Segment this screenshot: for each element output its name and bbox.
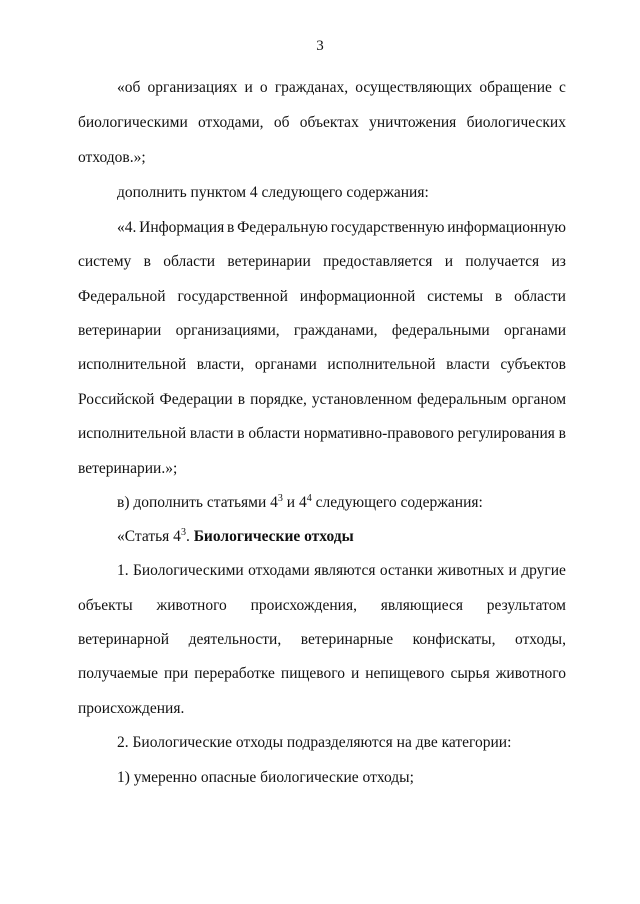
word: области — [514, 288, 566, 305]
word: другие — [521, 562, 566, 579]
text-fragment: и 4 — [282, 494, 307, 511]
text-line — [78, 113, 566, 133]
word: «4. — [117, 219, 137, 236]
word: системы — [427, 288, 484, 305]
word: и — [350, 665, 360, 682]
text-fragment: . — [185, 528, 194, 545]
word: области — [163, 253, 216, 270]
word: организациями, — [175, 322, 280, 339]
text-line: происхождения. — [78, 700, 185, 717]
word: получается — [465, 253, 540, 270]
word: области — [248, 425, 301, 442]
text-line — [78, 390, 566, 410]
superscript: 4 — [306, 493, 312, 504]
word: являются — [314, 562, 376, 579]
word: непищевого — [365, 665, 445, 682]
word: осуществляющих — [355, 79, 473, 96]
word: и — [444, 253, 453, 270]
word: власти, — [196, 356, 245, 373]
word: животного — [495, 665, 566, 682]
word: о — [259, 79, 268, 96]
word: деятельности, — [188, 631, 282, 648]
word: Федеральную — [237, 219, 328, 236]
word: «об — [117, 79, 141, 96]
word: исполнительной — [78, 356, 187, 373]
text-line: 2. Биологические отходы подразделяются на две категории: — [117, 734, 512, 751]
word: государственной — [177, 288, 288, 305]
word: гражданами, — [293, 322, 378, 339]
word: ветеринарии — [78, 322, 162, 339]
text-line — [117, 78, 566, 98]
word: объектах — [299, 114, 359, 131]
word: отходы, — [514, 631, 566, 648]
word: органами — [254, 356, 317, 373]
word: ветеринарные — [300, 631, 394, 648]
text-line: 1) умеренно опасные биологические отходы; — [117, 769, 414, 786]
text-line: ветеринарии.»; — [78, 460, 178, 477]
word: биологическими — [78, 114, 188, 131]
word: информационную — [447, 219, 566, 236]
text-fragment: следующего содержания: — [311, 494, 483, 511]
text-line — [117, 218, 566, 238]
word: 1. — [117, 562, 129, 579]
word: обращение — [479, 79, 552, 96]
word: с — [559, 79, 566, 96]
text-fragment: в) дополнить статьями 4 — [117, 494, 278, 511]
word: являющиеся — [380, 597, 463, 614]
word: Информация — [139, 219, 225, 236]
word: установленном — [311, 391, 412, 408]
word: об — [273, 114, 290, 131]
word: исполнительной — [327, 356, 436, 373]
word: порядке, — [250, 391, 307, 408]
text-fragment: «Статья 4 — [117, 528, 181, 545]
page-number: 3 — [316, 38, 324, 54]
text-line — [117, 493, 566, 513]
word: регулирования — [457, 425, 555, 442]
word: органами — [503, 322, 566, 339]
word: власти — [189, 425, 234, 442]
article-title: Биологические отходы — [193, 528, 354, 545]
word: организациях — [147, 79, 238, 96]
text-line — [78, 355, 566, 375]
word: информационной — [299, 288, 416, 305]
word: животного — [156, 597, 227, 614]
superscript: 3 — [180, 527, 186, 538]
word: в — [237, 391, 246, 408]
word: федеральными — [391, 322, 490, 339]
word: животных — [437, 562, 505, 579]
word: останки — [379, 562, 433, 579]
word: Биологическими — [132, 562, 244, 579]
word: биологических — [466, 114, 566, 131]
word: объекты — [78, 597, 133, 614]
word: происхождения, — [250, 597, 357, 614]
word: Федеральной — [78, 288, 166, 305]
word: федеральным — [417, 391, 507, 408]
word: власти — [446, 356, 490, 373]
text-line — [78, 424, 566, 444]
article-heading — [117, 527, 566, 547]
word: в — [143, 253, 151, 270]
word: получаемые — [78, 665, 158, 682]
word: и — [508, 562, 517, 579]
word: в — [494, 288, 503, 305]
word: органом — [511, 391, 566, 408]
word: уничтожения — [369, 114, 457, 131]
word: сырья — [450, 665, 490, 682]
word: в — [226, 219, 235, 236]
text-line — [78, 596, 566, 616]
text-line: отходов.»; — [78, 149, 146, 166]
word: пищевого — [280, 665, 345, 682]
word: конфискаты, — [412, 631, 496, 648]
word: ветеринарной — [78, 631, 170, 648]
word: отходами, — [198, 114, 264, 131]
text-line — [78, 252, 566, 272]
text-line: дополнить пунктом 4 следующего содержания: — [117, 184, 429, 201]
text-line — [117, 561, 566, 581]
word: исполнительной — [78, 425, 187, 442]
word: предоставляется — [323, 253, 433, 270]
word: ветеринарии — [227, 253, 311, 270]
word: государственную — [330, 219, 445, 236]
word: и — [244, 79, 253, 96]
word: отходами — [248, 562, 310, 579]
word: в — [558, 425, 566, 442]
superscript: 3 — [277, 493, 283, 504]
word: Российской — [78, 391, 155, 408]
word: при — [163, 665, 189, 682]
text-line — [78, 321, 566, 341]
word: Федерации — [159, 391, 233, 408]
text-line — [78, 287, 566, 307]
text-line — [78, 664, 566, 684]
word: результатом — [486, 597, 566, 614]
word: систему — [78, 253, 132, 270]
text-line — [78, 630, 566, 650]
word: субъектов — [500, 356, 566, 373]
word: нормативно-правового — [303, 425, 454, 442]
word: в — [237, 425, 245, 442]
word: переработке — [194, 665, 275, 682]
word: из — [551, 253, 566, 270]
word: гражданах, — [274, 79, 349, 96]
